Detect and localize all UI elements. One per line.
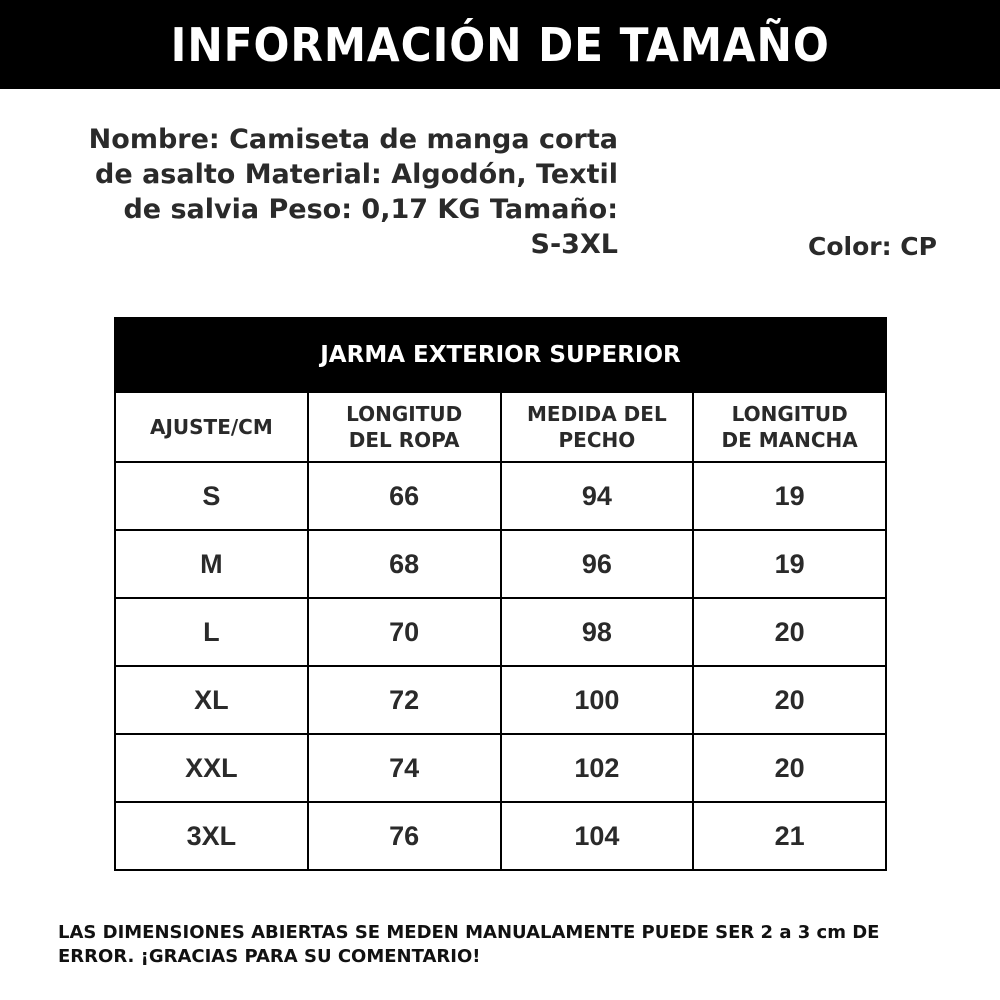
title-banner: [0, 0, 1000, 89]
column-header-length: [308, 392, 501, 462]
column-header-size: [115, 392, 308, 462]
cell-length: 68: [308, 530, 501, 598]
disclaimer-line: ERROR. ¡GRACIAS PARA SU COMENTARIO!: [58, 946, 481, 967]
cell-chest: 98: [501, 598, 694, 666]
header-text: DEL ROPA: [348, 428, 460, 452]
cell-size: L: [115, 598, 308, 666]
table-title-row: [115, 318, 886, 392]
cell-sleeve: 20: [693, 666, 886, 734]
header-text: DE MANCHA: [721, 428, 858, 452]
column-header-chest: [501, 392, 694, 462]
cell-sleeve: 19: [693, 462, 886, 530]
product-info-line: de salvia Peso: 0,17 KG Tamaño:: [123, 194, 618, 225]
cell-length: 72: [308, 666, 501, 734]
table-title: JARMA EXTERIOR SUPERIOR: [115, 318, 886, 392]
product-info-line: S-3XL: [530, 229, 618, 260]
cell-size: M: [115, 530, 308, 598]
cell-size: XXL: [115, 734, 308, 802]
cell-sleeve: 20: [693, 598, 886, 666]
product-info-line: de asalto Material: Algodón, Textil: [95, 159, 618, 190]
product-info: [60, 122, 618, 262]
page-title: INFORMACIÓN DE TAMAÑO: [170, 17, 830, 72]
product-info-line: Nombre: Camiseta de manga corta: [88, 124, 618, 155]
table-row: [115, 598, 886, 666]
header-text: LONGITUD: [731, 402, 848, 426]
cell-chest: 94: [501, 462, 694, 530]
cell-length: 70: [308, 598, 501, 666]
cell-sleeve: 19: [693, 530, 886, 598]
header-text: LONGITUD: [346, 402, 463, 426]
table-row: [115, 734, 886, 802]
table-row: [115, 462, 886, 530]
header-text: PECHO: [558, 428, 636, 452]
cell-length: 76: [308, 802, 501, 870]
table-row: [115, 530, 886, 598]
column-header-sleeve: [693, 392, 886, 462]
header-text: MEDIDA DEL: [527, 402, 667, 426]
measurement-disclaimer: [58, 921, 918, 969]
size-chart-table: [114, 317, 887, 871]
disclaimer-line: LAS DIMENSIONES ABIERTAS SE MEDEN MANUALAMENTE PUEDE SER 2 a 3 cm DE: [58, 922, 880, 943]
cell-sleeve: 21: [693, 802, 886, 870]
cell-chest: 96: [501, 530, 694, 598]
cell-length: 74: [308, 734, 501, 802]
cell-chest: 104: [501, 802, 694, 870]
table-row: [115, 802, 886, 870]
cell-size: 3XL: [115, 802, 308, 870]
cell-chest: 100: [501, 666, 694, 734]
table-row: [115, 666, 886, 734]
cell-chest: 102: [501, 734, 694, 802]
color-label: Color: CP: [808, 232, 937, 261]
table-header-row: [115, 392, 886, 462]
cell-size: XL: [115, 666, 308, 734]
cell-length: 66: [308, 462, 501, 530]
cell-size: S: [115, 462, 308, 530]
header-text: AJUSTE/CM: [149, 415, 273, 439]
cell-sleeve: 20: [693, 734, 886, 802]
